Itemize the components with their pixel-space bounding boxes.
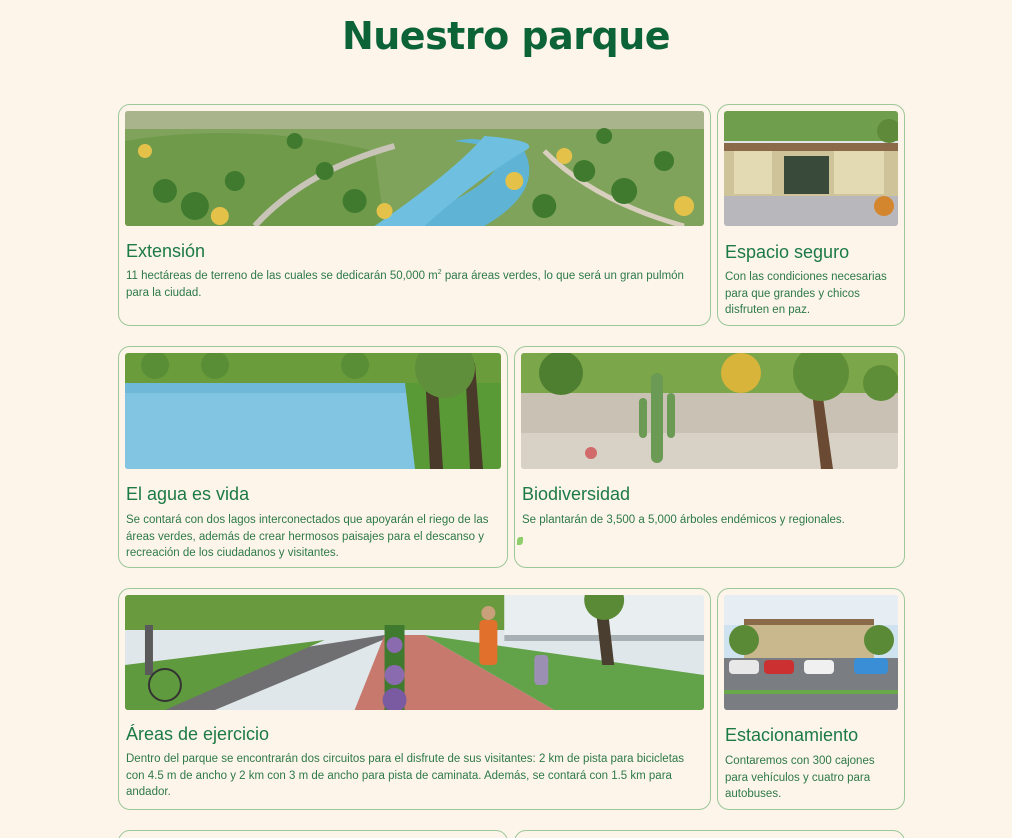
card-description: Se contará con dos lagos interconectados que apoyarán el riego de las áreas verdes, además de crear hermosos paisajes para el descanso y recreación de los ciudadanos y visitantes. — [126, 514, 489, 559]
card-description: 11 hectáreas de terreno de las cuales se dedicarán 50,000 $m^2$ para áreas verdes, lo que será un gran pulmón para la ciudad. — [126, 269, 684, 299]
card-image-parking — [724, 595, 898, 710]
card-parking[interactable] — [717, 588, 905, 810]
card-image-entrance — [724, 111, 898, 226]
card-title: Áreas de ejercicio — [126, 724, 270, 744]
card-extension[interactable] — [118, 104, 711, 326]
card-title: Biodiversidad — [522, 484, 631, 504]
card-title: El agua es vida — [126, 484, 250, 504]
card-partial-left[interactable] — [118, 830, 508, 838]
card-water[interactable] — [118, 346, 508, 568]
card-description: Se plantarán de 3,500 a 5,000 árboles endémicos y regionales. — [522, 514, 845, 526]
card-description: Con las condiciones necesarias para que grandes y chicos disfruten en paz. — [725, 271, 887, 316]
card-image-lake — [125, 353, 501, 469]
card-image-lake-park — [125, 111, 704, 226]
card-partial-right[interactable] — [514, 830, 905, 838]
page-title: Nuestro parque — [341, 14, 671, 58]
card-biodiversity[interactable] — [514, 346, 905, 568]
card-title: Extensión — [126, 241, 206, 261]
decorative-leaf-icon — [517, 537, 523, 545]
card-description: Contaremos con 300 cajones para vehículos y cuatro para autobuses. — [725, 755, 875, 800]
card-exercise-areas[interactable] — [118, 588, 711, 810]
card-title: Estacionamiento — [725, 725, 859, 745]
card-description: Dentro del parque se encontrarán dos circuitos para el disfrute de sus visitantes: 2 km de pista para bicicletas con 4.5 m de ancho y 2 km con 3 m de ancho para pista de caminata. Además, se contará con 1.5 km para andador. — [126, 753, 685, 798]
card-image-paths — [125, 595, 704, 710]
card-secure-space[interactable] — [717, 104, 905, 326]
card-image-cactus-garden — [521, 353, 898, 469]
card-title: Espacio seguro — [725, 242, 850, 262]
